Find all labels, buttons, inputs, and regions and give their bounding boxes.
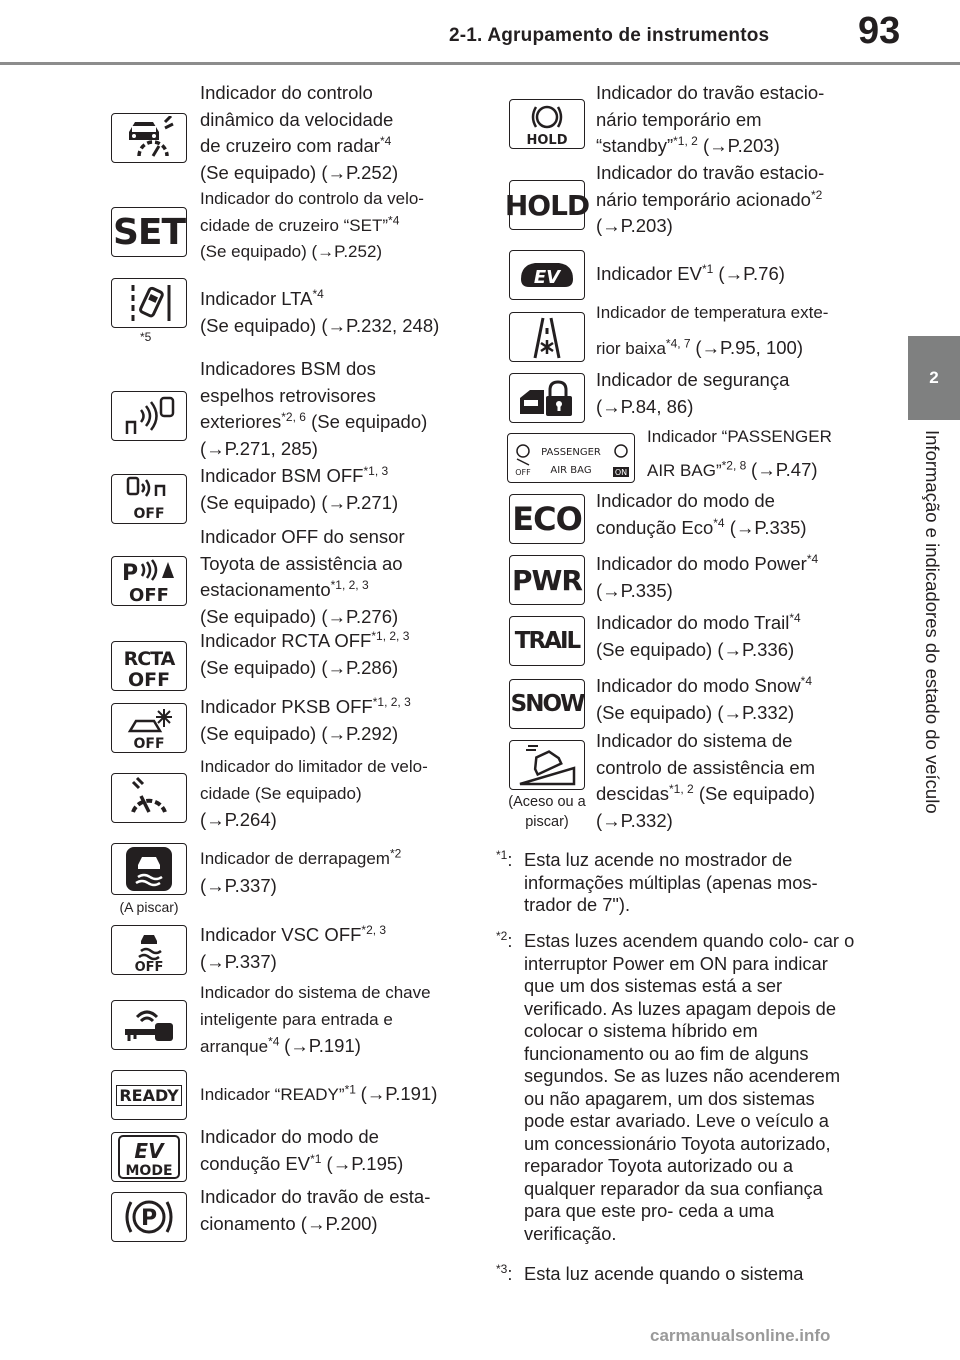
rcta-off-icon — [111, 641, 187, 691]
downhill-assist-icon — [509, 740, 585, 790]
footnote-ref: *4 — [268, 1034, 280, 1049]
header-divider — [0, 62, 960, 65]
chapter-side-title-text: Informação e indicadores do estado do veículo — [922, 430, 943, 814]
text-line: (→P.271, 285) — [200, 437, 318, 459]
footnote-ref: *2 — [810, 187, 823, 202]
footnote-ref: *4 — [388, 212, 400, 227]
footnote-ref: *1, 2, 3 — [372, 694, 411, 709]
hold-icon — [504, 180, 590, 230]
left-entry-14-text — [200, 1124, 403, 1177]
page-header — [0, 0, 960, 64]
text-line: Indicador LTA — [200, 288, 313, 309]
svg-text:EV: EV — [533, 267, 561, 288]
right-entry-3-text — [596, 261, 785, 288]
text-line: (Se equipado) (→P.292) — [200, 722, 399, 744]
text-line: inteligente para entrada e — [200, 1009, 393, 1029]
text-line: Indicador do modo Trail — [596, 612, 790, 633]
right-entry-8-text — [596, 551, 818, 604]
security-lock-icon — [509, 373, 585, 423]
left-entry-5-text — [200, 463, 398, 516]
footnote-ref: *4 — [806, 551, 819, 566]
text-line: (Se equipado) (→P.286) — [200, 656, 399, 678]
icon-label: PWR — [512, 563, 582, 597]
svg-text:P: P — [140, 1206, 158, 1231]
icon-label: OFF — [133, 506, 165, 522]
icon-label: READY — [116, 1085, 181, 1106]
left-entry-10-text — [200, 846, 401, 899]
text-line: (Se equipado) — [311, 411, 428, 432]
svg-text:MODE: MODE — [125, 1163, 173, 1179]
skid-icon — [111, 843, 187, 895]
set-text-icon — [111, 207, 187, 257]
footnote-ref: *4 — [312, 286, 324, 301]
footnote-text: Estas luzes acendem quando colo- car o interruptor Power em ON para indicar que um dos sistemas está a ser verificado. As luzes apagam depois de colocar o sistema híbrido em funcionamento ou ao fim de alguns segundos. Se as luzes não acenderem ou não apagarem, um dos sistemas pode estar avariado. Leve o veículo a um concessionário Toyota autorizado, reparador Toyota autorizado ou a qualquer reparador da sua confiança para que este pro- ceda a uma verificação. — [524, 930, 855, 1244]
text-line: espelhos retrovisores — [200, 384, 376, 406]
left-entry-13-text — [200, 1081, 437, 1109]
text-line: Indicador do modo Power — [596, 553, 807, 574]
footnote-3: $^{*3}$: Esta luz acende quando o sistema — [496, 1263, 858, 1286]
bsm-off-icon — [111, 474, 187, 524]
icon-caption: *5 — [140, 330, 152, 344]
text-line: nário temporário acionado — [596, 188, 811, 210]
icon-label: TRAIL — [514, 628, 580, 654]
text-line: dinâmico da velocidade — [200, 108, 394, 130]
footnote-ref: *2, 8 — [721, 457, 747, 472]
left-entry-6-text — [200, 524, 405, 630]
pksb-off-icon — [111, 703, 187, 753]
text-line: Indicador BSM OFF — [200, 465, 364, 486]
footnote-ref: *1 — [310, 1151, 322, 1166]
speed-limiter-icon — [111, 773, 187, 823]
text-line: (Se equipado) (→P.252) — [200, 161, 399, 183]
footnote-2: $^{*2}$: Estas luzes acendem quando colo- car o interruptor Power em ON para indicar que um dos sistemas está a ser verificado. As luzes apagam depois de colocar o sistema híbrido em funcionamento ou ao fim de alguns segundos. Se as luzes não acenderem ou não apagarem, um dos sistemas pode estar avariado. Leve o veículo a um concessionário Toyota autorizado, reparador Toyota autorizado ou a qualquer reparador da sua confiança para que este pro- ceda a uma verificação. — [496, 930, 858, 1245]
text-line: Indicador do travão de esta- — [200, 1186, 431, 1207]
text-line: arranque — [200, 1037, 269, 1056]
ready-icon — [111, 1070, 187, 1120]
svg-text:OFF: OFF — [134, 960, 164, 973]
text-line: exteriores — [200, 411, 282, 432]
footnote-ref: *4 — [713, 515, 725, 530]
footnote-ref: *1, 3 — [363, 463, 389, 478]
footnote-ref: *1, 2 — [669, 781, 694, 796]
icon-caption: (A piscar) — [119, 899, 179, 915]
svg-text:OFF: OFF — [129, 585, 169, 604]
text-line: estacionamento — [200, 579, 331, 600]
text-line: (→P.47) — [751, 458, 818, 480]
text-line: (→P.337) — [200, 874, 277, 896]
text-line: (→P.84, 86) — [596, 395, 694, 417]
section-title: 2-1. Agrupamento de instrumentos — [449, 25, 770, 46]
text-line: (Se equipado) (→P.252) — [200, 242, 383, 261]
text-line: (→P.76) — [718, 263, 785, 284]
text-line: Indicadores BSM dos — [200, 358, 376, 379]
text-line: Indicador do limitador de velo- — [200, 757, 428, 776]
left-entry-11-text — [200, 922, 386, 975]
icon-label: AIR BAG — [550, 465, 592, 476]
right-entry-7-text — [596, 488, 807, 541]
icon-label: HOLD — [504, 188, 590, 222]
text-line: (→P.264) — [200, 809, 277, 830]
text-line: cidade (Se equipado) — [200, 783, 362, 803]
left-entry-8-text — [200, 694, 411, 747]
icon-label: OFF — [515, 468, 531, 477]
footnote-ref: *1, 2, 3 — [371, 628, 410, 643]
footnote-ref: *2, 6 — [281, 409, 306, 424]
svg-text:EV: EV — [134, 1139, 164, 1163]
text-line: (Se equipado) (→P.336) — [596, 638, 795, 660]
footnote-1: $^{*1}$: Esta luz acende no mostrador de informações múltiplas (apenas mos- trador de 7"). — [496, 849, 858, 917]
text-line: Indicador do modo Snow — [596, 675, 801, 696]
text-line: Indicador do travão estacio- — [596, 162, 825, 183]
svg-text:OFF: OFF — [127, 669, 171, 689]
left-entry-7-text — [200, 628, 409, 681]
ev-icon — [509, 250, 585, 300]
parking-sensor-off-icon — [111, 556, 187, 606]
snow-icon — [509, 679, 585, 729]
text-line: (→P.203) — [702, 135, 780, 156]
page-number: 93 — [858, 10, 901, 52]
text-line: controlo de assistência em — [596, 756, 816, 778]
footnote-mark: *3 — [496, 1261, 508, 1276]
text-line: de cruzeiro com radar — [200, 135, 380, 156]
footnote-ref: *1, 2 — [673, 133, 698, 148]
chapter-tab: 2 — [908, 336, 960, 420]
footnote-ref: *1 — [344, 1082, 356, 1097]
text-line: Indicador RCTA OFF — [200, 630, 372, 651]
bsm-mirror-icon — [111, 391, 187, 441]
lane-trace-icon — [111, 278, 187, 328]
text-line: “standby” — [596, 135, 674, 156]
text-line: (Se equipado) (→P.276) — [200, 605, 399, 627]
vsc-off-icon — [111, 925, 187, 975]
footnote-ref: *2 — [389, 846, 402, 861]
text-line: cidade de cruzeiro “SET” — [200, 215, 389, 235]
right-entry-9-text — [596, 610, 801, 663]
svg-text:OFF: OFF — [133, 736, 165, 751]
svg-text:HOLD: HOLD — [526, 133, 568, 147]
text-line: (→P.335) — [596, 579, 673, 601]
text-line: (→P.195) — [326, 1152, 404, 1174]
chapter-side-title — [904, 430, 960, 890]
text-line: Indicador do sistema de chave — [200, 983, 431, 1002]
text-line: Indicador OFF do sensor — [200, 526, 405, 547]
text-line: (→P.95, 100) — [695, 336, 803, 358]
text-line: Indicador “PASSENGER — [647, 427, 832, 446]
left-entry-3-text — [200, 286, 439, 339]
text-line: Indicador EV — [596, 263, 702, 284]
eco-icon — [509, 494, 585, 544]
footnote-text: Esta luz acende quando o sistema — [524, 1263, 804, 1284]
icon-label: SNOW — [510, 691, 584, 717]
text-line: Indicador “READY” — [200, 1085, 345, 1104]
text-line: Indicador do controlo — [200, 82, 373, 103]
right-entry-5-text — [596, 367, 789, 420]
text-line: AIR BAG” — [647, 460, 722, 480]
power-icon — [509, 555, 585, 605]
footnote-mark: *1 — [496, 847, 508, 862]
text-line: Indicador VSC OFF — [200, 924, 362, 945]
text-line: Indicador de derrapagem — [200, 849, 390, 868]
left-entry-1-text — [200, 80, 398, 186]
text-line: (→P.203) — [596, 215, 673, 236]
right-entry-10-text — [596, 673, 812, 726]
text-line: Indicador do sistema de — [596, 730, 793, 751]
text-line: cionamento (→P.200) — [200, 1212, 378, 1234]
text-line: condução EV — [200, 1152, 311, 1174]
text-line: (Se equipado) — [698, 783, 816, 804]
ev-mode-icon — [111, 1132, 187, 1182]
left-entry-12-text — [200, 980, 431, 1061]
radar-cruise-car-gauge-icon — [111, 113, 187, 163]
parking-brake-icon — [111, 1192, 187, 1242]
left-entry-4-text — [200, 356, 427, 462]
svg-text:P: P — [122, 561, 139, 586]
icon-label: ON — [614, 468, 628, 477]
text-line: Indicador do travão estacio- — [596, 82, 825, 103]
text-line: (→P.335) — [729, 516, 807, 538]
text-line: rior baixa — [596, 338, 666, 358]
text-line: Indicador de temperatura exte- — [596, 303, 829, 322]
text-line: Indicador de segurança — [596, 369, 790, 390]
text-line: (→P.191) — [284, 1035, 361, 1056]
left-entry-9-text — [200, 754, 428, 834]
text-line: Indicador PKSB OFF — [200, 696, 373, 717]
left-entry-15-text — [200, 1184, 430, 1237]
smart-key-icon — [111, 1000, 187, 1050]
icon-label: ECO — [512, 500, 582, 538]
text-line: Toyota de assistência ao — [200, 552, 403, 574]
right-entry-11-text — [596, 728, 815, 834]
footnote-ref: *4 — [789, 610, 801, 625]
right-entry-2-text — [596, 160, 824, 240]
footnote-ref: *1, 2, 3 — [330, 577, 369, 592]
icon-label: PASSENGER — [541, 447, 601, 458]
trail-icon — [509, 616, 585, 666]
text-line: (→P.332) — [596, 809, 673, 831]
passenger-airbag-icon — [507, 433, 635, 483]
footnote-ref: *2, 3 — [361, 922, 387, 937]
footnote-ref: *4 — [800, 673, 812, 688]
text-line: Indicador do modo de — [200, 1126, 379, 1147]
left-entry-2-text — [200, 186, 424, 266]
text-line: Indicador do modo de — [596, 490, 775, 511]
right-entry-6-text — [647, 424, 832, 484]
text-line: (→P.191) — [360, 1083, 438, 1104]
footnote-ref: *1 — [701, 261, 714, 276]
text-line: (→P.337) — [200, 950, 277, 972]
text-line: (Se equipado) (→P.232, 248) — [200, 314, 440, 336]
right-entry-4-text — [596, 300, 828, 362]
low-temperature-icon — [509, 312, 585, 362]
right-entry-1-text — [596, 80, 824, 160]
text-line: nário temporário em — [596, 108, 762, 130]
footnote-ref: *4 — [379, 133, 392, 148]
text-line: condução Eco — [596, 516, 714, 538]
footnote-text: Esta luz acende no mostrador de informações múltiplas (apenas mos- trador de 7"). — [524, 849, 818, 915]
icon-caption: (Aceso ou a piscar) — [508, 794, 586, 830]
footnote-ref: *4, 7 — [665, 335, 691, 350]
watermark: carmanualsonline.info — [650, 1326, 831, 1345]
footnote-mark: *2 — [496, 928, 508, 943]
text-line: (Se equipado) (→P.271) — [200, 491, 399, 513]
icon-label: SET — [112, 211, 186, 253]
hold-standby-icon — [509, 99, 585, 149]
text-line: (Se equipado) (→P.332) — [596, 701, 795, 723]
svg-text:RCTA: RCTA — [123, 648, 175, 670]
text-line: Indicador do controlo da velo- — [200, 189, 424, 208]
text-line: descidas — [596, 783, 670, 804]
